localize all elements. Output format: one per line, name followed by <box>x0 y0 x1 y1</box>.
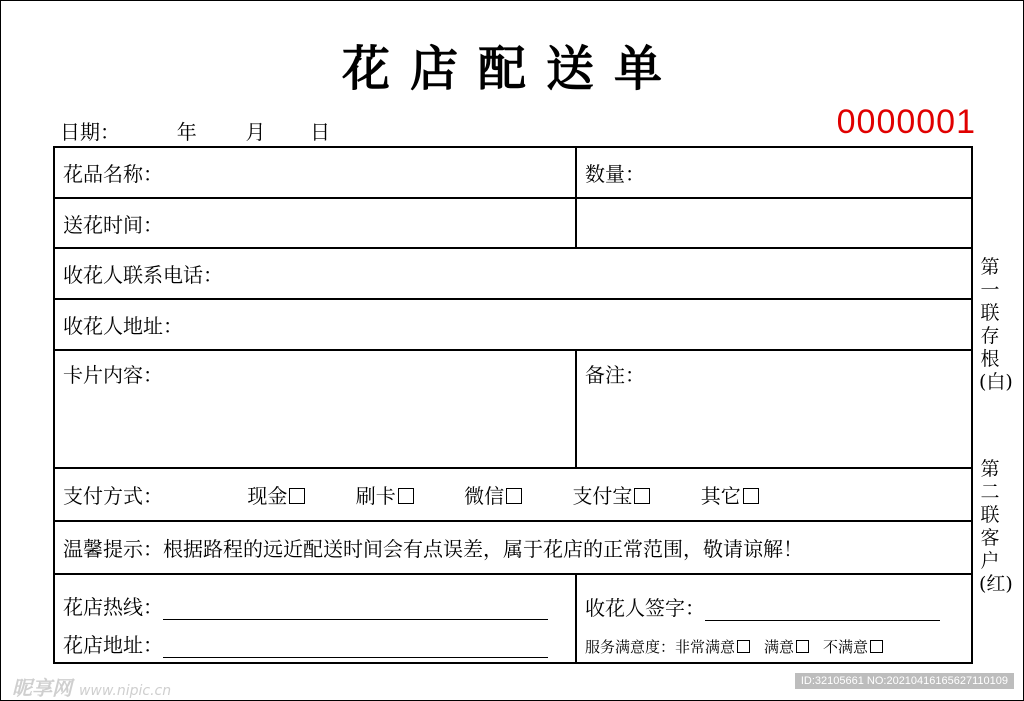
payment-option-cash[interactable]: 现金 <box>247 480 305 509</box>
checkbox[interactable] <box>743 488 759 504</box>
side-note-copy2: 第二联客户(红) <box>979 458 1013 595</box>
quantity-cell[interactable] <box>576 147 972 198</box>
satisfaction-satisfied[interactable]: 满意 <box>764 636 809 657</box>
remarks-label: 备注： <box>585 363 645 387</box>
checkbox[interactable] <box>796 640 809 653</box>
delivery-form-table <box>53 146 973 664</box>
satisfaction-dissatisfied[interactable]: 不满意 <box>823 636 883 657</box>
hotline-field[interactable] <box>163 599 548 620</box>
side-note-copy1: 第一联存根(白) <box>979 256 1013 393</box>
checkbox[interactable] <box>870 640 883 653</box>
recipient-phone-label: 收花人联系电话： <box>63 263 223 287</box>
delivery-time-cell[interactable] <box>54 198 576 248</box>
date-year: 年 <box>176 120 197 144</box>
shop-address-line <box>63 620 567 658</box>
satisfaction-label: 服务满意度： <box>585 637 676 656</box>
watermark <box>12 672 171 701</box>
payment-option-alipay[interactable]: 支付宝 <box>572 480 650 509</box>
image-id-bar: ID:32105661 NO:20210416165627110109 <box>795 673 1014 689</box>
payment-option-card[interactable]: 刷卡 <box>356 480 414 509</box>
checkbox[interactable] <box>737 640 750 653</box>
recipient-address-label: 收花人地址： <box>63 314 183 338</box>
form-row <box>54 299 972 350</box>
form-row <box>54 521 972 574</box>
hotline-line <box>63 580 567 620</box>
watermark-url: www.nipic.cn <box>78 683 172 699</box>
signature-field[interactable] <box>705 600 940 621</box>
hotline-label: 花店热线： <box>63 594 163 619</box>
notice-text: 温馨提示：根据路程的远近配送时间会有点误差，属于花店的正常范围，敬请谅解！ <box>63 537 803 561</box>
payment-option-other[interactable]: 其它 <box>701 480 759 509</box>
shop-address-label: 花店地址： <box>63 632 163 657</box>
flower-name-cell[interactable] <box>54 147 576 198</box>
signature-line <box>585 581 963 621</box>
payment-option-wechat[interactable]: 微信 <box>464 480 522 509</box>
recipient-phone-cell[interactable] <box>54 248 972 299</box>
watermark-brand: 昵享网 <box>12 676 72 700</box>
notice-cell <box>54 521 972 574</box>
shop-address-field[interactable] <box>163 637 548 658</box>
form-row <box>54 468 972 521</box>
checkbox[interactable] <box>506 488 522 504</box>
satisfaction-very-satisfied[interactable]: 非常满意 <box>675 636 750 657</box>
date-line <box>60 116 330 145</box>
form-row <box>54 350 972 468</box>
checkbox[interactable] <box>398 488 414 504</box>
satisfaction-line <box>585 621 963 657</box>
delivery-time-extra-cell[interactable] <box>576 198 972 248</box>
card-content-label: 卡片内容： <box>63 363 163 387</box>
remarks-cell[interactable] <box>576 350 972 468</box>
card-content-cell[interactable] <box>54 350 576 468</box>
flower-name-label: 花品名称： <box>63 162 163 186</box>
delivery-time-label: 送花时间： <box>63 212 163 237</box>
checkbox[interactable] <box>634 488 650 504</box>
recipient-address-cell[interactable] <box>54 299 972 350</box>
form-title: 花店配送单 <box>341 41 682 97</box>
serial-number: 0000001 <box>836 103 976 141</box>
date-day: 日 <box>310 120 331 144</box>
form-row <box>54 248 972 299</box>
payment-label: 支付方式： <box>63 484 163 508</box>
checkbox[interactable] <box>289 488 305 504</box>
form-row <box>54 198 972 248</box>
shop-info-cell <box>54 574 576 663</box>
signature-label: 收花人签字： <box>585 595 705 620</box>
quantity-label: 数量： <box>585 162 645 186</box>
form-row <box>54 574 972 663</box>
date-month: 月 <box>245 120 266 144</box>
signature-cell <box>576 574 972 663</box>
form-row <box>54 147 972 198</box>
payment-cell <box>54 468 972 521</box>
date-label: 日期： <box>60 120 120 144</box>
